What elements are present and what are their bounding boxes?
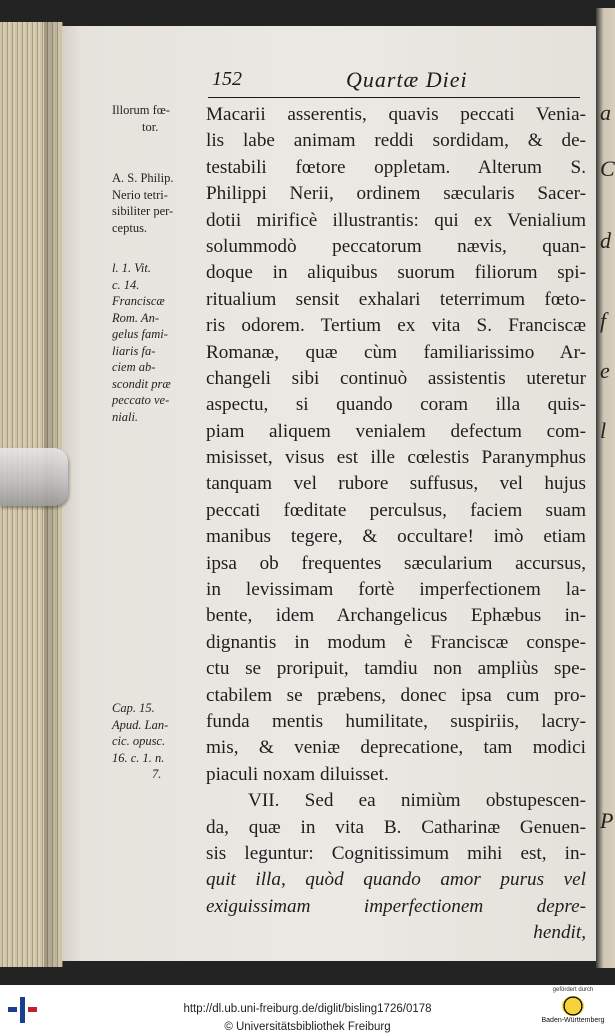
margin-note <box>112 102 170 135</box>
text-line: peccati fœditate perculsus, faciem suam <box>206 499 586 521</box>
text-line: dotii mirificè illustrantis: qui ex Venialium <box>206 209 586 231</box>
text-line: solummodò peccatorum nævis, quan- <box>206 235 586 257</box>
right-page-letter: C <box>600 156 615 181</box>
text-line: Romanæ, quæ cùm familiarissimo Ar- <box>206 341 586 363</box>
right-page-letter: e <box>600 358 610 383</box>
text-line: piaculi noxam diluisset. <box>206 763 389 785</box>
text-line: misisset, visus est ille cœlestis Paranymphus <box>206 447 586 469</box>
note-line: Cap. 15. <box>112 701 155 715</box>
sponsor-caption: gefördert durch <box>552 987 594 993</box>
note-line: ceptus. <box>112 220 148 235</box>
right-page-letter: d <box>600 228 611 253</box>
note-line: l. 1. Vit. <box>112 261 152 275</box>
note-line: 7. <box>152 767 162 781</box>
text-line: changeli sibi continuò assistentis uteretur <box>206 367 586 389</box>
note-line: ciem ab- <box>112 360 156 374</box>
text-line: dignantis in modum è Franciscæ conspe- <box>206 631 586 653</box>
text-line: quit illa, quòd quando amor purus vel <box>206 869 586 891</box>
text-line: sis leguntur: Cognitissimum mihi est, in- <box>206 842 586 864</box>
text-line: ctu se proripuit, tamdiu non ampliùs spe- <box>206 658 586 680</box>
text-line: VII. Sed ea nimiùm obstupescen- <box>248 790 586 812</box>
text-line: mis, & veniæ deprecatione, tam modici <box>206 737 586 759</box>
note-line: Franciscæ <box>112 294 165 308</box>
text-line: in levissimam fortè imperfectionem la- <box>206 579 586 601</box>
text-line: exiguissimam imperfectionem depre- <box>206 895 586 917</box>
note-line: Rom. An- <box>112 310 159 325</box>
margin-note <box>112 170 173 236</box>
right-page-letter: f <box>600 308 607 333</box>
note-line: 16. c. 1. n. <box>112 750 165 765</box>
page-number: 152 <box>212 68 242 90</box>
note-line: A. S. Philip. <box>112 171 174 185</box>
text-line: funda mentis humilitate, suspiriis, lacry- <box>206 710 586 732</box>
text-line: ris odorem. Tertium ex vita S. Franciscæ <box>206 315 586 337</box>
sponsor-logo <box>538 987 608 1035</box>
text-line: tanquam vel rubore suffusus, vel hujus <box>206 473 586 495</box>
text-line: da, quæ in vita B. Catharinæ Genuen- <box>206 816 586 838</box>
right-page-letter: P <box>600 808 614 833</box>
copyright-text: © Universitätsbibliothek Freiburg <box>224 1021 391 1033</box>
note-line: peccato ve- <box>112 393 170 407</box>
note-line: tor. <box>142 119 159 134</box>
note-line: liaris fa- <box>112 343 156 358</box>
viewer-footer <box>0 985 615 1036</box>
right-page-letter: l <box>600 418 607 443</box>
text-line: ctabilem se præbens, donec ipsa cum pro- <box>206 684 586 706</box>
document-url[interactable]: http://dl.ub.uni-freiburg.de/diglit/bisling1726/0178 <box>183 1003 432 1015</box>
note-line: cic. opusc. <box>112 734 166 748</box>
catchword: hendit, <box>533 922 586 944</box>
note-line: niali. <box>112 409 139 424</box>
margin-note <box>112 260 171 425</box>
note-line: Illorum fœ- <box>112 103 170 117</box>
text-line: aspectu, si quando coram illa quis- <box>206 394 586 416</box>
page-clip <box>0 448 68 506</box>
text-line: Macarii asserentis, quavis peccati Venia- <box>206 104 586 125</box>
text-line: testabili fœtore oppletam. Alterum S. <box>206 156 586 178</box>
text-line: piam aliquem venialem defectum com- <box>206 420 586 442</box>
note-line: scondit præ <box>112 376 171 391</box>
text-line: manibus tegere, & occultare! imò etiam <box>206 526 586 548</box>
right-page-letter: a <box>600 100 611 125</box>
note-line: Apud. Lan- <box>112 717 169 732</box>
text-line: ritualium sensit exhalari teterrimum fœto- <box>206 288 586 310</box>
text-line: ipsa ob frequentes sæcularium accursus, <box>206 552 586 574</box>
note-line: gelus fami- <box>112 327 168 341</box>
text-line: lis labe animam reddi sordidam, & de- <box>206 130 586 152</box>
note-line: sibiliter per- <box>112 204 174 218</box>
margin-note <box>112 700 168 783</box>
header-rule <box>208 97 580 98</box>
note-line: Nerio tetri- <box>112 187 168 202</box>
text-line: bente, idem Archangelicus Ephæbus in- <box>206 605 586 627</box>
note-line: c. 14. <box>112 277 140 292</box>
text-line: Philippi Nerii, ordinem sæcularis Sacer- <box>206 183 586 205</box>
body-text <box>206 102 586 947</box>
coat-of-arms-icon <box>562 996 584 1016</box>
right-page-edge <box>596 8 615 968</box>
sponsor-name: Baden-Württemberg <box>541 1017 605 1024</box>
running-title: Quartæ Diei <box>346 67 468 92</box>
text-line: doque in aliquibus suorum filiorum spi- <box>206 262 586 284</box>
